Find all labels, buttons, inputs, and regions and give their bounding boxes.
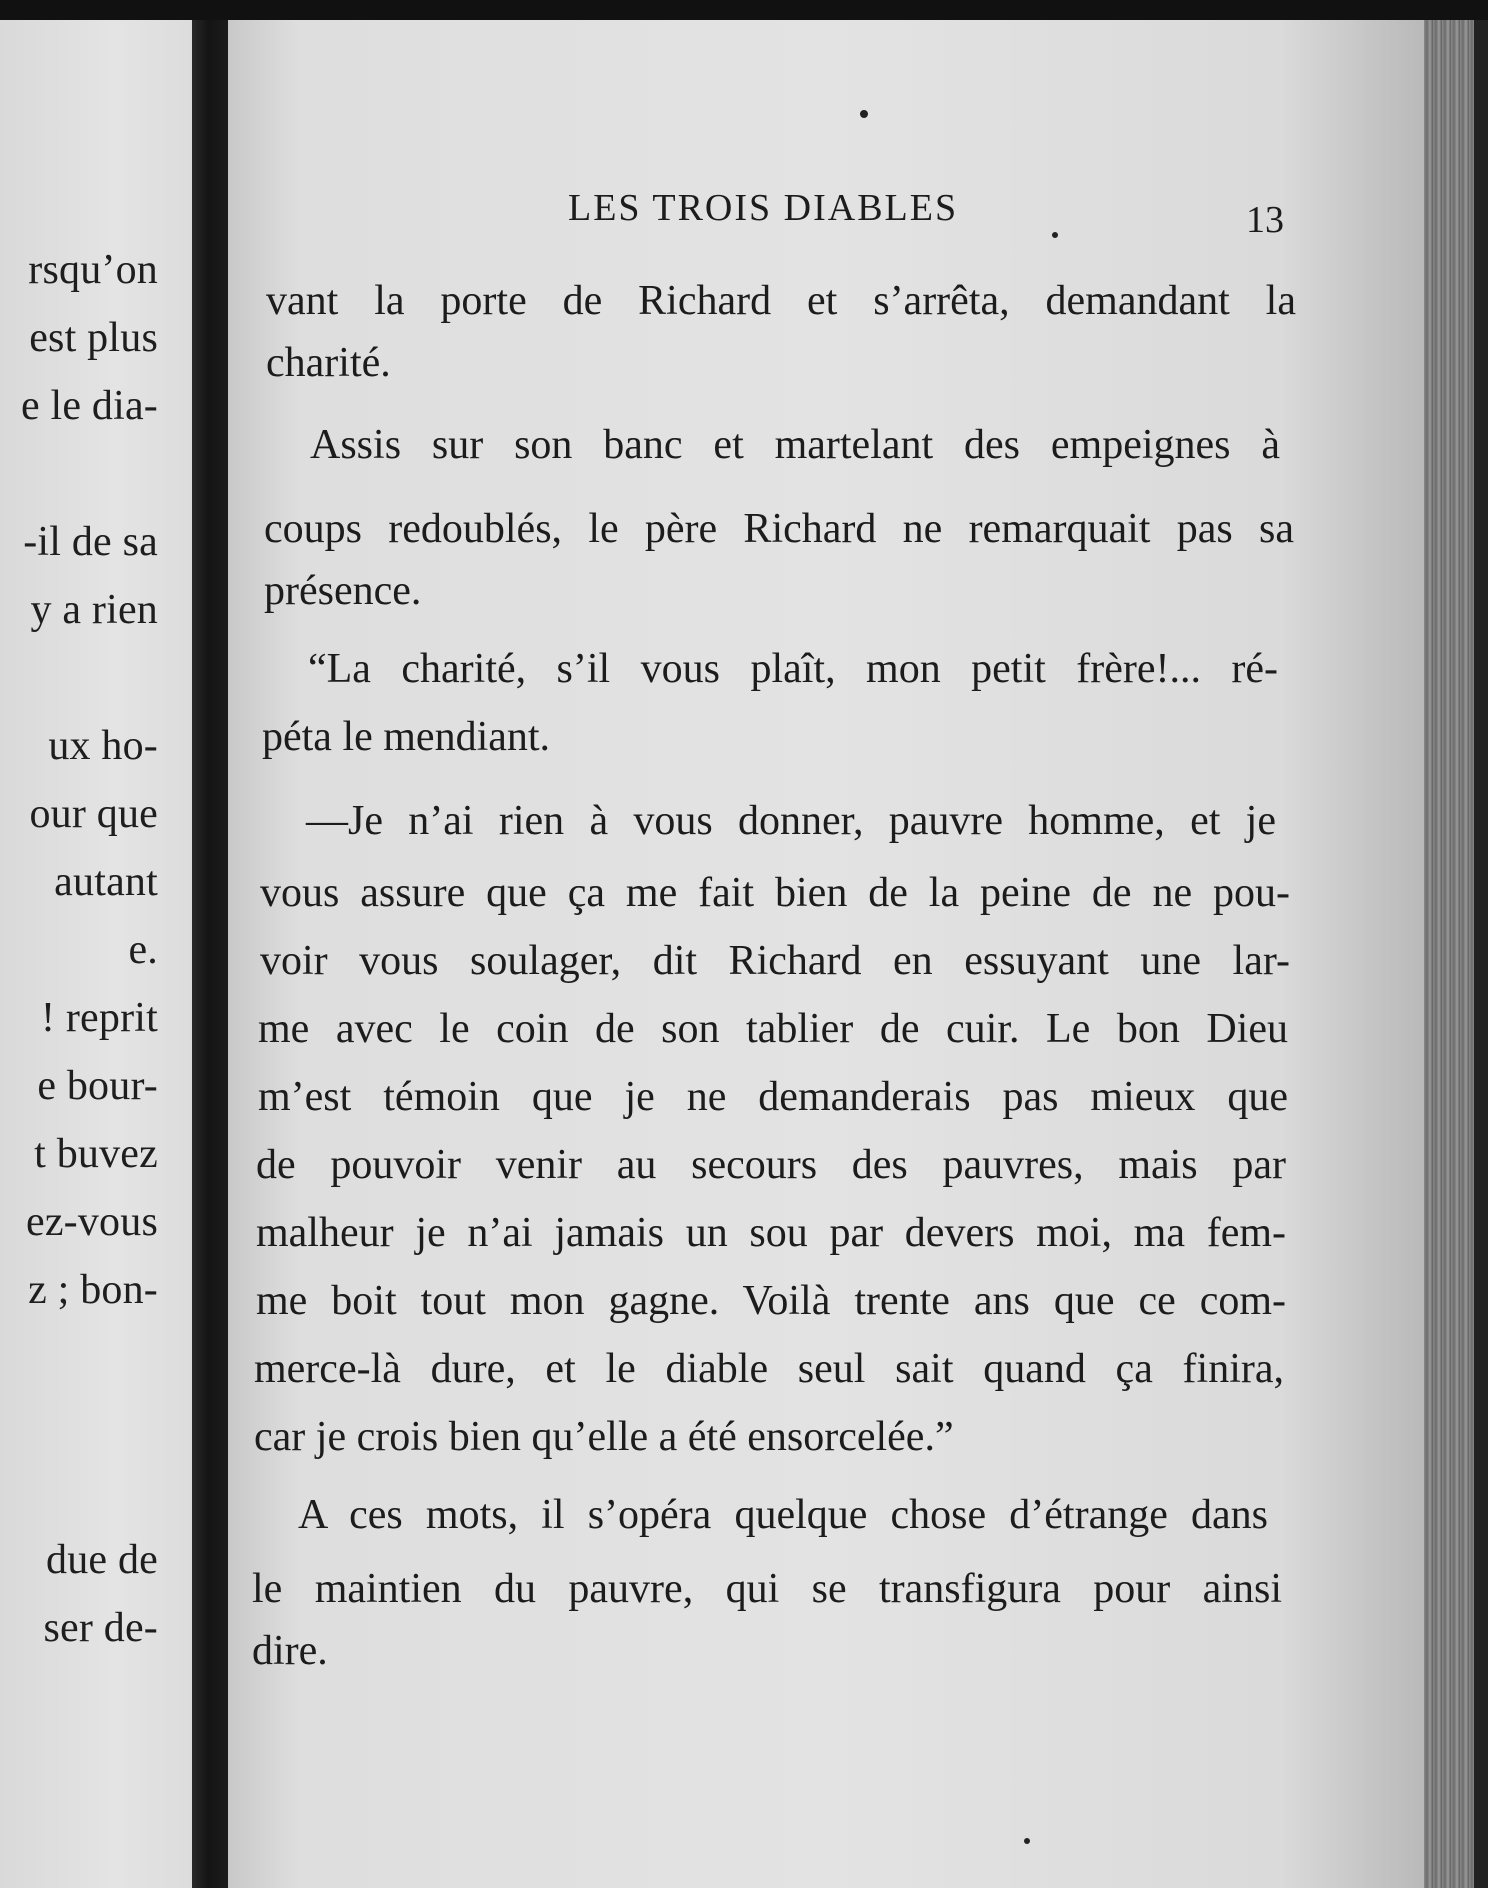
book-gutter: [192, 20, 228, 1888]
scan-speck: [1052, 232, 1058, 238]
left-page-fragment: ser de-: [43, 1605, 158, 1651]
left-page-fragment: ! reprit: [40, 995, 158, 1041]
page-number: 13: [1246, 199, 1284, 241]
body-line: m’est témoin que je ne demanderais pas mieux que: [258, 1074, 1288, 1120]
body-line: vous assure que ça me fait bien de la peine de ne pou-: [260, 870, 1290, 916]
page-edges: [1424, 20, 1488, 1888]
body-line: le maintien du pauvre, qui se transfigura pour ainsi: [252, 1566, 1282, 1612]
running-title: LES TROIS DIABLES: [568, 187, 959, 229]
left-page-fragment: y a rien: [30, 587, 158, 633]
body-line: vant la porte de Richard et s’arrêta, demandant la: [266, 278, 1296, 324]
body-line: —Je n’ai rien à vous donner, pauvre homme, et je: [306, 798, 1276, 844]
body-line: me boit tout mon gagne. Voilà trente ans que ce com-: [256, 1278, 1286, 1324]
body-line: charité.: [266, 340, 391, 386]
left-facing-page: [0, 20, 192, 1888]
body-line: coups redoublés, le père Richard ne remarquait pas sa: [264, 506, 1294, 552]
scan-top-border: [0, 0, 1488, 20]
body-line: “La charité, s’il vous plaît, mon petit frère!... ré-: [308, 646, 1278, 692]
body-line: merce-là dure, et le diable seul sait quand ça finira,: [254, 1346, 1284, 1392]
left-page-fragment: ez-vous: [25, 1199, 158, 1245]
left-page-fragment: z ; bon-: [28, 1267, 158, 1313]
left-page-fragment: rsqu’on: [28, 247, 158, 293]
scan-speck: [1024, 1838, 1030, 1844]
body-line: car je crois bien qu’elle a été ensorcelée.”: [254, 1414, 954, 1460]
body-line: malheur je n’ai jamais un sou par devers moi, ma fem-: [256, 1210, 1286, 1256]
body-line: de pouvoir venir au secours des pauvres, mais par: [256, 1142, 1286, 1188]
left-page-fragment: due de: [46, 1537, 158, 1583]
left-page-fragment: e bour-: [37, 1063, 158, 1109]
left-page-fragment: e.: [128, 927, 158, 973]
body-line: A ces mots, il s’opéra quelque chose d’étrange dans: [298, 1492, 1268, 1538]
body-line: dire.: [252, 1628, 328, 1674]
left-page-fragment: our que: [29, 791, 158, 837]
body-line: Assis sur son banc et martelant des empeignes à: [310, 422, 1280, 468]
body-line: voir vous soulager, dit Richard en essuyant une lar-: [260, 938, 1290, 984]
left-page-fragment: -il de sa: [23, 519, 158, 565]
body-line: péta le mendiant.: [262, 714, 551, 760]
body-line: me avec le coin de son tablier de cuir. Le bon Dieu: [258, 1006, 1288, 1052]
scan-speck: [860, 110, 868, 118]
body-line: présence.: [264, 568, 422, 614]
left-page-fragment: e le dia-: [20, 383, 158, 429]
left-page-fragment: est plus: [29, 315, 158, 361]
left-page-fragment: autant: [54, 859, 158, 905]
left-page-fragment: t buvez: [34, 1131, 158, 1177]
left-page-fragment: ux ho-: [48, 723, 158, 769]
